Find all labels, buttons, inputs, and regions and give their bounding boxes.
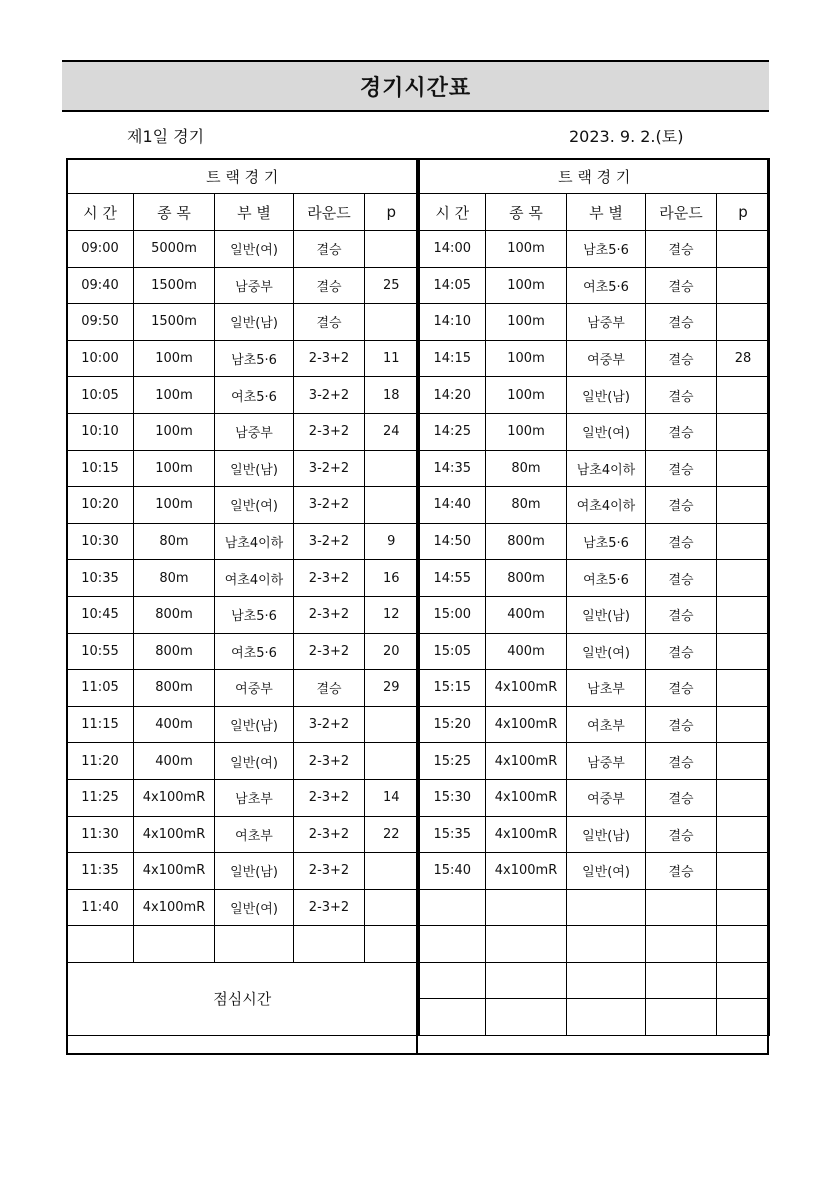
round-cell: 3-2+2 <box>294 706 365 743</box>
event-cell: 100m <box>486 340 567 377</box>
p-cell <box>365 231 419 268</box>
date-label: 2023. 9. 2.(토) <box>569 127 684 146</box>
division-cell: 일반(남) <box>567 596 646 633</box>
time-cell: 14:50 <box>419 523 486 560</box>
division-cell: 일반(남) <box>215 450 294 487</box>
event-cell: 400m <box>486 633 567 670</box>
lunch-cell: 점심시간 <box>67 962 419 1035</box>
event-cell: 80m <box>486 487 567 524</box>
p-cell <box>717 267 770 304</box>
time-cell: 11:15 <box>67 706 134 743</box>
round-cell: 결승 <box>646 487 717 524</box>
round-cell: 결승 <box>646 743 717 780</box>
time-cell: 10:55 <box>67 633 134 670</box>
division-cell: 일반(여) <box>567 633 646 670</box>
round-cell: 결승 <box>646 340 717 377</box>
round-cell: 결승 <box>646 633 717 670</box>
table-row <box>67 231 770 268</box>
p-cell <box>717 487 770 524</box>
division-cell: 여초5·6 <box>567 560 646 597</box>
division-cell: 여중부 <box>215 670 294 707</box>
event-cell: 100m <box>134 340 215 377</box>
round-cell: 3-2+2 <box>294 523 365 560</box>
p-cell <box>717 816 770 853</box>
table-row <box>67 523 770 560</box>
p-cell <box>717 596 770 633</box>
p-cell <box>365 889 419 926</box>
time-cell: 14:35 <box>419 450 486 487</box>
table-row <box>67 926 770 963</box>
p-cell <box>717 779 770 816</box>
column-header: 시 간 <box>67 194 134 231</box>
division-cell: 남초5·6 <box>215 596 294 633</box>
division-cell: 남초부 <box>567 670 646 707</box>
p-cell <box>365 926 419 963</box>
event-cell: 4x100mR <box>486 743 567 780</box>
column-header-row <box>67 194 770 231</box>
time-cell: 11:05 <box>67 670 134 707</box>
table-row <box>67 413 770 450</box>
division-cell: 일반(여) <box>215 487 294 524</box>
event-cell: 100m <box>486 267 567 304</box>
time-cell: 09:50 <box>67 304 134 341</box>
table-row <box>67 596 770 633</box>
event-cell: 100m <box>134 450 215 487</box>
division-cell: 일반(여) <box>215 231 294 268</box>
time-cell: 15:40 <box>419 853 486 890</box>
event-cell: 400m <box>134 743 215 780</box>
division-cell: 여초5·6 <box>215 377 294 414</box>
division-cell: 일반(남) <box>567 377 646 414</box>
p-cell: 12 <box>365 596 419 633</box>
time-cell: 09:00 <box>67 231 134 268</box>
division-cell <box>567 889 646 926</box>
round-cell: 결승 <box>646 450 717 487</box>
time-cell: 14:15 <box>419 340 486 377</box>
p-cell <box>717 413 770 450</box>
column-header: p <box>717 194 770 231</box>
time-cell: 10:10 <box>67 413 134 450</box>
round-cell: 결승 <box>646 413 717 450</box>
schedule-table <box>66 158 770 1036</box>
division-cell: 일반(여) <box>567 853 646 890</box>
time-cell: 11:20 <box>67 743 134 780</box>
event-cell: 4x100mR <box>486 779 567 816</box>
round-cell: 결승 <box>646 853 717 890</box>
time-cell: 15:25 <box>419 743 486 780</box>
table-row <box>67 450 770 487</box>
table-row <box>67 706 770 743</box>
event-cell: 80m <box>486 450 567 487</box>
table-row <box>67 853 770 890</box>
p-cell: 24 <box>365 413 419 450</box>
event-cell: 800m <box>134 670 215 707</box>
division-cell: 일반(남) <box>215 853 294 890</box>
event-cell: 100m <box>486 304 567 341</box>
section-header-row <box>67 159 770 194</box>
p-cell <box>717 231 770 268</box>
table-row <box>67 889 770 926</box>
round-cell: 결승 <box>294 670 365 707</box>
time-cell: 09:40 <box>67 267 134 304</box>
event-cell: 4x100mR <box>134 889 215 926</box>
division-cell: 남초4이하 <box>215 523 294 560</box>
event-cell: 5000m <box>134 231 215 268</box>
section-title-left: 트 랙 경 기 <box>67 159 419 194</box>
p-cell <box>717 670 770 707</box>
round-cell <box>646 999 717 1036</box>
column-header: p <box>365 194 419 231</box>
p-cell: 29 <box>365 670 419 707</box>
event-cell: 80m <box>134 560 215 597</box>
division-cell: 남중부 <box>215 267 294 304</box>
time-cell: 14:40 <box>419 487 486 524</box>
column-header: 시 간 <box>419 194 486 231</box>
division-cell: 여초4이하 <box>567 487 646 524</box>
round-cell: 결승 <box>646 523 717 560</box>
round-cell <box>646 962 717 999</box>
round-cell: 2-3+2 <box>294 560 365 597</box>
table-row <box>67 560 770 597</box>
p-cell <box>365 304 419 341</box>
division-cell: 일반(여) <box>567 413 646 450</box>
round-cell: 2-3+2 <box>294 889 365 926</box>
division-cell: 일반(남) <box>567 816 646 853</box>
time-cell <box>419 999 486 1036</box>
time-cell: 15:30 <box>419 779 486 816</box>
division-cell: 여초4이하 <box>215 560 294 597</box>
round-cell: 결승 <box>646 670 717 707</box>
division-cell: 남초부 <box>215 779 294 816</box>
round-cell: 3-2+2 <box>294 487 365 524</box>
time-cell <box>419 926 486 963</box>
p-cell: 20 <box>365 633 419 670</box>
time-cell: 10:00 <box>67 340 134 377</box>
event-cell: 4x100mR <box>486 670 567 707</box>
time-cell: 10:45 <box>67 596 134 633</box>
division-cell: 일반(여) <box>215 889 294 926</box>
page-title: 경기시간표 <box>359 75 472 101</box>
round-cell: 결승 <box>646 267 717 304</box>
p-cell <box>717 962 770 999</box>
event-cell: 80m <box>134 523 215 560</box>
division-cell: 일반(남) <box>215 304 294 341</box>
round-cell: 2-3+2 <box>294 743 365 780</box>
p-cell: 11 <box>365 340 419 377</box>
table-row <box>67 340 770 377</box>
column-header: 부 별 <box>567 194 646 231</box>
division-cell <box>567 962 646 999</box>
p-cell: 25 <box>365 267 419 304</box>
title-bar <box>62 60 769 112</box>
p-cell <box>717 853 770 890</box>
round-cell: 결승 <box>646 596 717 633</box>
time-cell: 11:40 <box>67 889 134 926</box>
round-cell: 3-2+2 <box>294 450 365 487</box>
division-cell: 여초5·6 <box>567 267 646 304</box>
p-cell <box>717 633 770 670</box>
division-cell: 남초4이하 <box>567 450 646 487</box>
time-cell: 10:30 <box>67 523 134 560</box>
round-cell: 2-3+2 <box>294 633 365 670</box>
event-cell: 1500m <box>134 267 215 304</box>
event-cell: 100m <box>134 487 215 524</box>
p-cell <box>717 523 770 560</box>
time-cell: 15:00 <box>419 596 486 633</box>
time-cell: 10:15 <box>67 450 134 487</box>
event-cell: 400m <box>134 706 215 743</box>
p-cell <box>717 926 770 963</box>
time-cell <box>419 962 486 999</box>
round-cell <box>646 926 717 963</box>
division-cell: 남중부 <box>215 413 294 450</box>
p-cell: 14 <box>365 779 419 816</box>
time-cell: 15:05 <box>419 633 486 670</box>
round-cell: 결승 <box>294 304 365 341</box>
p-cell <box>717 999 770 1036</box>
division-cell <box>567 926 646 963</box>
event-cell: 4x100mR <box>486 853 567 890</box>
event-cell <box>486 999 567 1036</box>
p-cell: 28 <box>717 340 770 377</box>
time-cell: 14:20 <box>419 377 486 414</box>
event-cell: 800m <box>134 596 215 633</box>
column-header: 라운드 <box>646 194 717 231</box>
round-cell: 2-3+2 <box>294 816 365 853</box>
time-cell: 15:35 <box>419 816 486 853</box>
event-cell <box>486 926 567 963</box>
round-cell <box>294 926 365 963</box>
event-cell: 800m <box>486 560 567 597</box>
round-cell: 결승 <box>646 231 717 268</box>
column-header: 부 별 <box>215 194 294 231</box>
division-cell: 남초5·6 <box>215 340 294 377</box>
division-cell: 여초부 <box>215 816 294 853</box>
table-row <box>67 779 770 816</box>
division-cell <box>215 926 294 963</box>
round-cell: 결승 <box>294 231 365 268</box>
table-row <box>67 304 770 341</box>
p-cell <box>717 450 770 487</box>
event-cell: 100m <box>486 413 567 450</box>
event-cell <box>134 926 215 963</box>
division-cell: 남중부 <box>567 304 646 341</box>
event-cell: 4x100mR <box>134 816 215 853</box>
time-cell <box>67 926 134 963</box>
table-row <box>67 633 770 670</box>
division-cell: 남중부 <box>567 743 646 780</box>
column-header: 라운드 <box>294 194 365 231</box>
event-cell: 100m <box>486 377 567 414</box>
event-cell: 800m <box>486 523 567 560</box>
event-cell <box>486 889 567 926</box>
p-cell <box>717 560 770 597</box>
division-cell: 일반(남) <box>215 706 294 743</box>
time-cell: 10:35 <box>67 560 134 597</box>
table-row <box>67 816 770 853</box>
round-cell: 2-3+2 <box>294 596 365 633</box>
table-row <box>67 267 770 304</box>
event-cell: 400m <box>486 596 567 633</box>
p-cell <box>717 743 770 780</box>
event-cell: 4x100mR <box>486 706 567 743</box>
p-cell <box>717 377 770 414</box>
time-cell: 11:35 <box>67 853 134 890</box>
round-cell: 2-3+2 <box>294 853 365 890</box>
event-cell: 1500m <box>134 304 215 341</box>
division-cell: 여초부 <box>567 706 646 743</box>
round-cell: 결승 <box>646 706 717 743</box>
day-label: 제1일 경기 <box>127 127 205 146</box>
division-cell: 여중부 <box>567 779 646 816</box>
p-cell: 9 <box>365 523 419 560</box>
p-cell: 22 <box>365 816 419 853</box>
event-cell: 4x100mR <box>134 779 215 816</box>
round-cell: 결승 <box>646 304 717 341</box>
table-row <box>67 487 770 524</box>
time-cell: 15:15 <box>419 670 486 707</box>
division-cell: 일반(여) <box>215 743 294 780</box>
table-row <box>67 743 770 780</box>
round-cell: 결승 <box>646 779 717 816</box>
time-cell: 11:25 <box>67 779 134 816</box>
time-cell: 15:20 <box>419 706 486 743</box>
p-cell <box>717 304 770 341</box>
p-cell <box>717 706 770 743</box>
event-cell: 100m <box>134 377 215 414</box>
division-cell: 여초5·6 <box>215 633 294 670</box>
table-row <box>67 377 770 414</box>
p-cell <box>365 450 419 487</box>
round-cell: 결승 <box>646 377 717 414</box>
p-cell <box>365 853 419 890</box>
event-cell: 100m <box>134 413 215 450</box>
round-cell: 2-3+2 <box>294 779 365 816</box>
time-cell: 14:10 <box>419 304 486 341</box>
time-cell: 14:25 <box>419 413 486 450</box>
p-cell <box>365 706 419 743</box>
event-cell: 4x100mR <box>134 853 215 890</box>
table-row <box>67 962 770 999</box>
p-cell: 18 <box>365 377 419 414</box>
column-header: 종 목 <box>134 194 215 231</box>
section-title-right: 트 랙 경 기 <box>419 159 770 194</box>
division-cell: 남초5·6 <box>567 231 646 268</box>
division-cell: 남초5·6 <box>567 523 646 560</box>
round-cell: 2-3+2 <box>294 340 365 377</box>
event-cell: 800m <box>134 633 215 670</box>
round-cell: 결승 <box>294 267 365 304</box>
round-cell: 3-2+2 <box>294 377 365 414</box>
time-cell <box>419 889 486 926</box>
time-cell: 14:55 <box>419 560 486 597</box>
p-cell <box>717 889 770 926</box>
round-cell: 2-3+2 <box>294 413 365 450</box>
division-cell: 여중부 <box>567 340 646 377</box>
time-cell: 10:05 <box>67 377 134 414</box>
round-cell: 결승 <box>646 560 717 597</box>
time-cell: 10:20 <box>67 487 134 524</box>
round-cell: 결승 <box>646 816 717 853</box>
round-cell <box>646 889 717 926</box>
event-cell: 100m <box>486 231 567 268</box>
time-cell: 14:00 <box>419 231 486 268</box>
time-cell: 11:30 <box>67 816 134 853</box>
event-cell <box>486 962 567 999</box>
table-row <box>67 670 770 707</box>
p-cell <box>365 487 419 524</box>
division-cell <box>567 999 646 1036</box>
event-cell: 4x100mR <box>486 816 567 853</box>
p-cell: 16 <box>365 560 419 597</box>
p-cell <box>365 743 419 780</box>
time-cell: 14:05 <box>419 267 486 304</box>
column-header: 종 목 <box>486 194 567 231</box>
